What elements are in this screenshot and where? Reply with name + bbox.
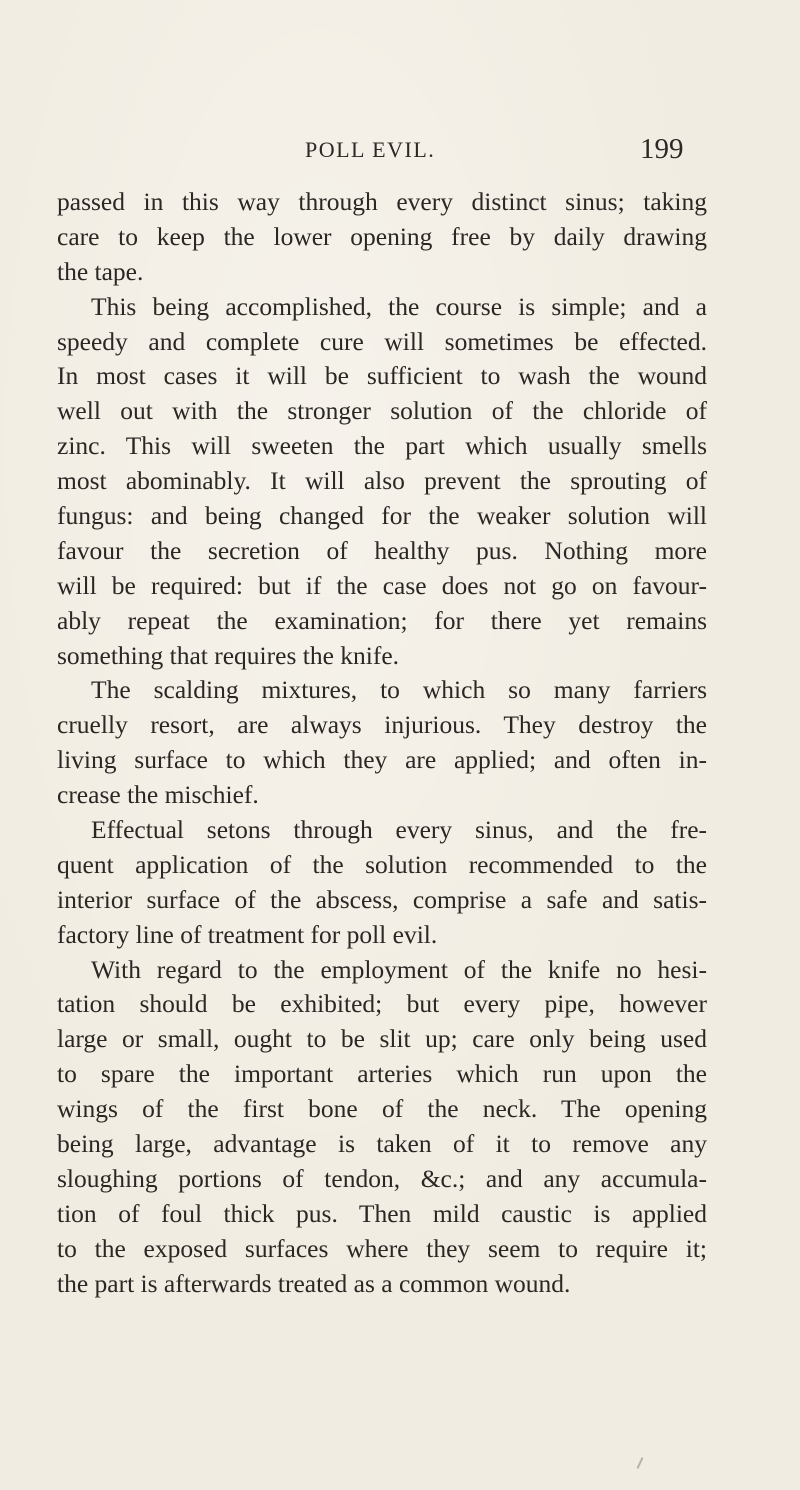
text-line: The scalding mixtures, to which so many farriers [91, 675, 707, 705]
page-number: 199 [640, 133, 684, 165]
text-line: crease the mischief. [57, 780, 259, 810]
text-line: large or small, ought to be slit up; care only being used [57, 1024, 707, 1054]
text-line: favour the secretion of healthy pus. Nothing more [57, 535, 707, 565]
text-line: tation should be exhibited; but every pipe, however [57, 989, 707, 1019]
text-line: Effectual setons through every sinus, and the fre- [91, 815, 707, 845]
text-line: ably repeat the examination; for there yet remains [57, 605, 707, 635]
text-line: living surface to which they are applied; and often in- [57, 745, 707, 775]
text-line: being large, advantage is taken of it to remove any [57, 1129, 707, 1159]
running-head: POLL EVIL. [305, 137, 436, 162]
text-line: fungus: and being changed for the weaker solution will [57, 501, 707, 531]
text-line: interior surface of the abscess, comprise a safe and satis- [57, 884, 707, 914]
text-line: to spare the important arteries which run upon the [57, 1059, 707, 1089]
text-line: speedy and complete cure will sometimes be effected. [57, 326, 707, 356]
body-text [57, 185, 707, 1302]
text-line: sloughing portions of tendon, &c.; and any accumula- [57, 1163, 707, 1193]
text-line: This being accomplished, the course is simple; and a [91, 291, 707, 321]
text-line: wings of the first bone of the neck. The opening [57, 1094, 707, 1124]
stray-mark [637, 1457, 644, 1469]
text-line: to the exposed surfaces where they seem to require it; [57, 1233, 707, 1263]
text-line: factory line of treatment for poll evil. [57, 919, 438, 949]
text-line: will be required: but if the case does not go on favour- [57, 570, 707, 600]
text-line: With regard to the employment of the knife no hesi- [91, 954, 707, 984]
text-line: tion of foul thick pus. Then mild caustic is applied [57, 1198, 707, 1228]
text-line: passed in this way through every distinct sinus; taking [57, 187, 707, 216]
text-line: the tape. [57, 256, 144, 286]
text-line: something that requires the knife. [57, 640, 400, 670]
text-line: the part is afterwards treated as a common wound. [57, 1268, 571, 1298]
text-line: zinc. This will sweeten the part which usually smells [57, 431, 707, 461]
text-line: well out with the stronger solution of the chloride of [57, 396, 707, 426]
text-line: care to keep the lower opening free by daily drawing [57, 221, 707, 251]
text-line: In most cases it will be sufficient to wash the wound [57, 361, 707, 391]
text-line: most abominably. It will also prevent the sprouting of [57, 466, 707, 496]
text-line: quent application of the solution recommended to the [57, 849, 707, 879]
page-header [0, 133, 800, 173]
text-line: cruelly resort, are always injurious. They destroy the [57, 710, 707, 740]
